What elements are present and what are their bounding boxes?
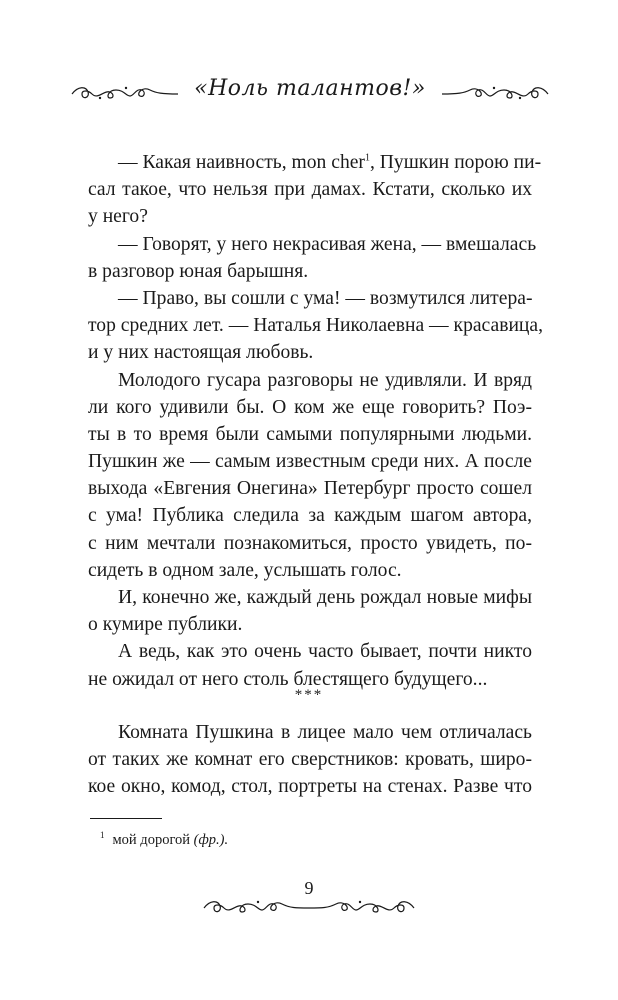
text-line: — Право, вы сошли с ума! — возмутился литера- [118,287,533,309]
text-line: тор средних лет. — Наталья Николаевна — красавица, [88,315,544,337]
text-line: Комната Пушкина в лицее мало чем отличалась [118,722,532,743]
footnote [100,830,228,849]
text-line: кое окно, комод, стол, портреты на стенах. Разве что [88,776,532,798]
text-line: о кумире публики. [88,614,243,636]
text-line: И, конечно же, каждый день рождал новые мифы [118,587,532,608]
right-flourish-icon [440,82,550,104]
running-title: «Ноль талантов!» [194,76,426,101]
text-line: Молодого гусара разговоры не удивляли. И вряд [118,369,532,391]
footer-flourish-icon [200,894,418,920]
section-separator: *** [294,687,324,703]
footnote-number: 1 [100,830,105,840]
text-line: А ведь, как это очень часто бывает, почти никто [118,641,532,663]
text-line: сал такое, что нельзя при дамах. Кстати, сколько их [88,179,532,201]
text-line: от таких же комнат его сверстников: кровать, широ- [88,749,532,771]
running-header [70,74,550,114]
text-line: — Какая наивность, mon cher$^1$, Пушкин порою пи- [118,152,542,173]
footnote-reference: 1 [364,152,370,164]
text-line: выхода «Евгения Онегина» Петербург просто сошел [88,478,532,500]
text-line: Пушкин же — самым известным среди них. А после [88,451,532,473]
body-text-continued [88,719,532,801]
text-line: сидеть в одном зале, услышать голос. [88,559,402,581]
text-line: с ума! Публика следила за каждым шагом автора, [88,505,532,527]
text-line: в разговор юная барышня. [88,260,309,282]
body-text [88,149,544,693]
text-line: ты в то время были самыми популярными людьми. [88,423,532,445]
footnote-divider [90,818,162,819]
text-line: с ним мечтали познакомиться, просто увидеть, по- [88,532,532,554]
text-line: — Говорят, у него некрасивая жена, — вмешалась [118,233,537,255]
page-number: 9 [304,878,314,898]
text-line: ли кого удивили бы. О ком же еще говорить? Поэ- [88,396,532,418]
text-line: у него? [88,206,148,228]
footnote-text: мой дорогой [112,831,194,848]
footnote-lang: (фр.). [193,831,229,848]
text-line: не ожидал от него столь блестящего будущего... [88,668,488,690]
text-line: и у них настоящая любовь. [88,342,314,364]
